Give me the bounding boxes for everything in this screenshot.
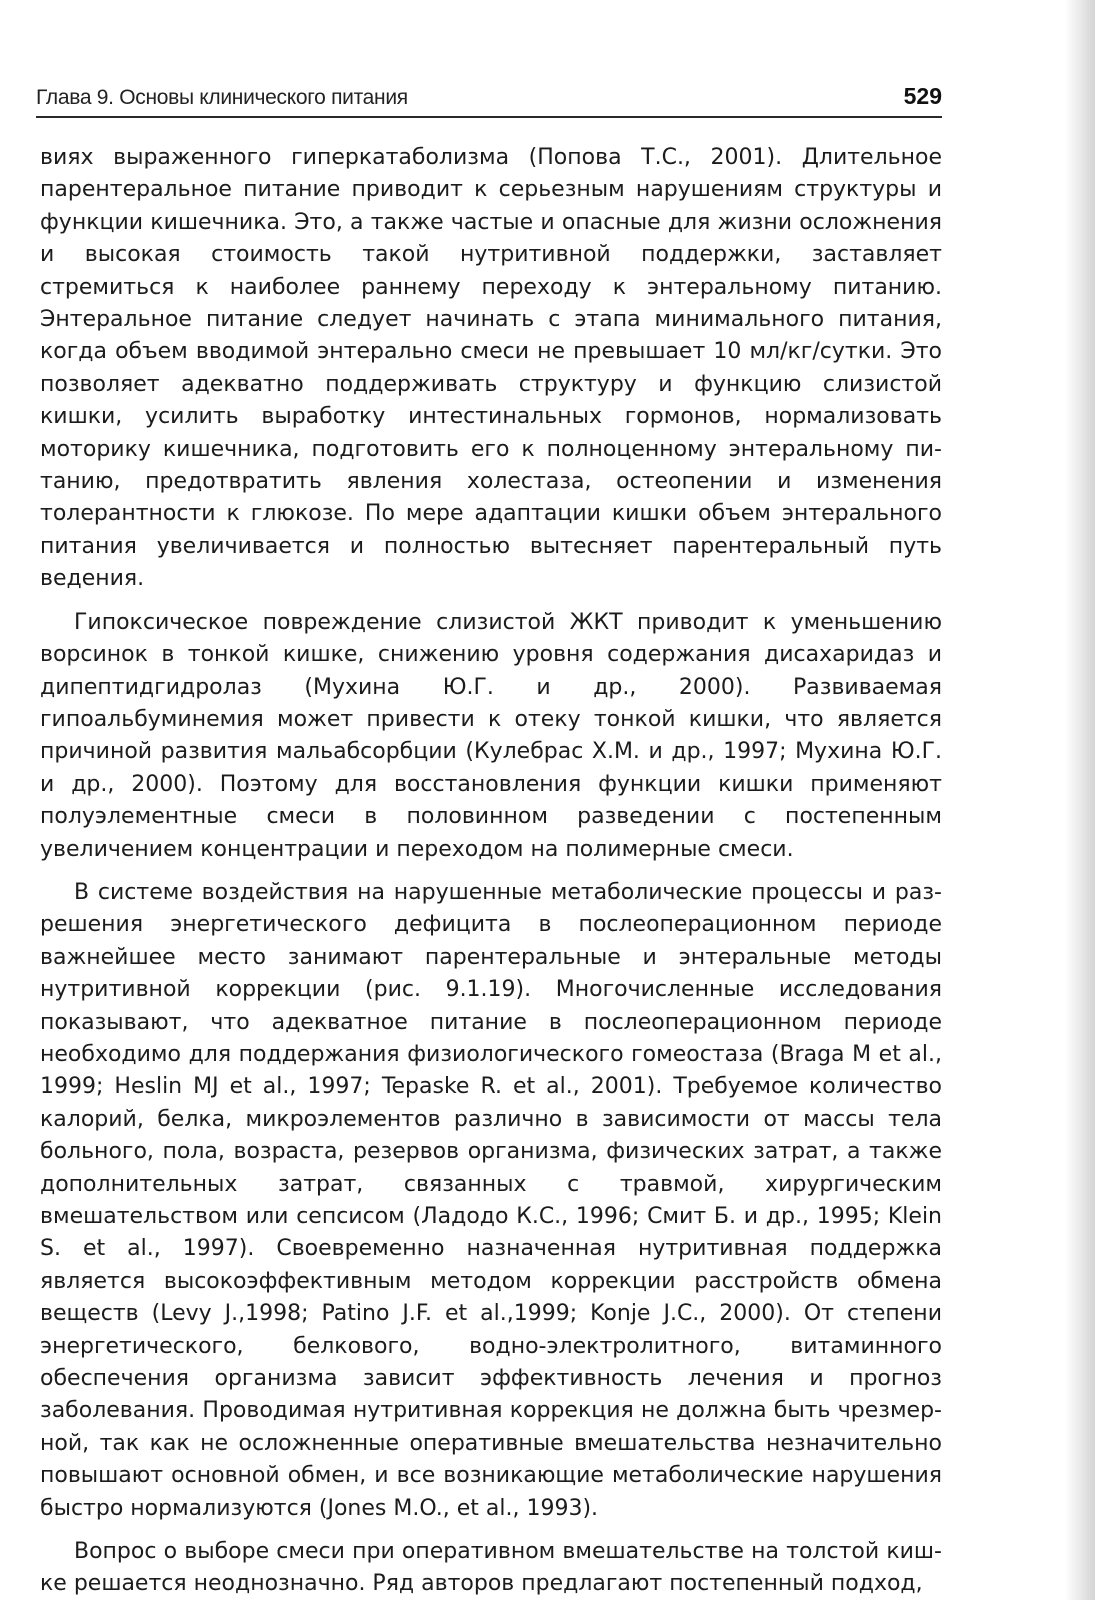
paragraph-3: В системе воздействия на нарушенные метаболические процессы и разрешения энергетического дефицита в послеоперационном периоде важнейшее место занимают парентеральные и энтеральные методы нутритивной коррекции (рис. 9.1.19). Многочисленные исследования показывают, что адекватное питание в послеоперационном периоде необходимо для поддержания физиологического гомеостаза (Braga M et al., 1999; Heslin MJ et al., 1997; Tepaske R. et al., 2001). Требуемое количество калорий, белка, микроэлементов различно в зависимости от массы тела больного, пола, возраста, резервов организма, физических затрат, а также дополнительных затрат, связанных с травмой, хирургическим вмешательством или сепсисом (Ладодо К.С., 1996; Смит Б. и др., 1995; Klein S. et al., 1997). Своевременно назначенная нутритивная поддержка является высокоэффективным методом коррекции расстройств обмена веществ (Levy J.,1998; Patino J.F. et al.,1999; Konje J.C., 2000). От степени энергетического, белкового, водно-электролитного, витаминного обеспечения организма зависит эффективность лечения и прогноз заболевания. Проводимая нутритивная коррекция не должна быть чрезмерной, так как не осложненные оперативные вмешательства незначительно повышают основной обмен, и все возникающие метаболические нарушения быстро нормализуются (Jones M.O., et al., 1993). bbox=[40, 879, 942, 1521]
paragraph-4: Вопрос о выборе смеси при оперативном вмешательстве на толстой кишке решается неоднозначно. Ряд авторов предлагают постепенный подход, bbox=[40, 1539, 942, 1597]
running-header bbox=[36, 78, 942, 118]
paragraph-1: виях выраженного гиперкатаболизма (Попова Т.С., 2001). Длительное парентеральное питание приводит к серьезным нарушениям структуры и функции кишечника. Это, а также частые и опасные для жизни осложнения и высокая стоимость такой нутритивной поддержки, заставляет стремиться к наиболее раннему переходу к энтеральному питанию. Энтеральное питание следует начинать с этапа минимального питания, когда объем вводимой энтерально смеси не превышает 10 мл/кг/сутки. Это позволяет адекватно поддерживать структуру и функцию слизистой кишки, усилить выработку интестинальных гормонов, нормализовать моторику кишечника, подготовить его к полноценному энтеральному питанию, предотвратить явления холестаза, остеопении и изменения толерантности к глюкозе. По мере адаптации кишки объем энтерального питания увеличивается и полностью вытесняет парентеральный путь ведения. bbox=[40, 145, 942, 592]
chapter-title: Глава 9. Основы клинического питания bbox=[36, 86, 408, 109]
page-edge-shadow bbox=[1065, 0, 1095, 1600]
paragraph-2: Гипоксическое повреждение слизистой ЖКТ приводит к уменьшению ворсинок в тонкой кишке, снижению уровня содержания дисахаридаз и дипептидгидролаз (Мухина Ю.Г. и др., 2000). Развиваемая гипоальбуминемия может привести к отеку тонкой кишки, что является причиной развития мальабсорбции (Кулебрас Х.М. и др., 1997; Мухина Ю.Г. и др., 2000). Поэтому для восстановления функции кишки применяют полуэлементные смеси в половинном разведении с постепенным увеличением концентрации и переходом на полимерные смеси. bbox=[40, 609, 942, 862]
page-number: 529 bbox=[903, 83, 942, 109]
body-text bbox=[40, 142, 942, 1612]
